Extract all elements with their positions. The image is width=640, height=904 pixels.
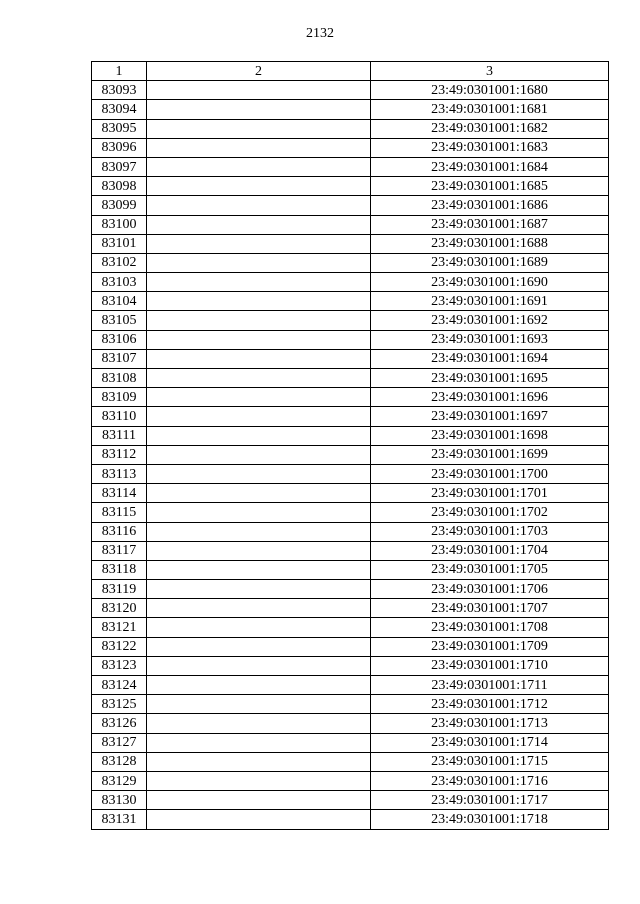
cadastral-number-cell: 23:49:0301001:1699: [371, 445, 609, 464]
row-number-cell: 83125: [92, 695, 147, 714]
row-number-cell: 83105: [92, 311, 147, 330]
row-number-cell: 83129: [92, 771, 147, 790]
description-cell: [147, 330, 371, 349]
table-row: [92, 676, 609, 695]
cadastral-number-cell: 23:49:0301001:1709: [371, 637, 609, 656]
table-header: [92, 62, 609, 81]
row-number-cell: 83131: [92, 810, 147, 829]
row-number-cell: 83113: [92, 464, 147, 483]
cadastral-number-cell: 23:49:0301001:1693: [371, 330, 609, 349]
table-row: [92, 560, 609, 579]
table-row: [92, 503, 609, 522]
row-number-cell: 83096: [92, 138, 147, 157]
row-number-cell: 83124: [92, 676, 147, 695]
cadastral-number-cell: 23:49:0301001:1706: [371, 580, 609, 599]
table-row: [92, 771, 609, 790]
cadastral-number-cell: 23:49:0301001:1694: [371, 349, 609, 368]
table-row: [92, 791, 609, 810]
description-cell: [147, 522, 371, 541]
row-number-cell: 83116: [92, 522, 147, 541]
description-cell: [147, 618, 371, 637]
description-cell: [147, 388, 371, 407]
column-header-1: 1: [92, 62, 147, 81]
cadastral-number-cell: 23:49:0301001:1712: [371, 695, 609, 714]
cadastral-number-cell: 23:49:0301001:1708: [371, 618, 609, 637]
description-cell: [147, 100, 371, 119]
row-number-cell: 83098: [92, 177, 147, 196]
description-cell: [147, 426, 371, 445]
table-row: [92, 196, 609, 215]
column-header-2: 2: [147, 62, 371, 81]
row-number-cell: 83118: [92, 560, 147, 579]
description-cell: [147, 119, 371, 138]
cadastral-number-cell: 23:49:0301001:1687: [371, 215, 609, 234]
row-number-cell: 83095: [92, 119, 147, 138]
cadastral-number-cell: 23:49:0301001:1691: [371, 292, 609, 311]
description-cell: [147, 637, 371, 656]
table-row: [92, 177, 609, 196]
table-row: [92, 311, 609, 330]
table-row: [92, 695, 609, 714]
table-row: [92, 330, 609, 349]
row-number-cell: 83103: [92, 273, 147, 292]
row-number-cell: 83097: [92, 157, 147, 176]
cadastral-number-cell: 23:49:0301001:1713: [371, 714, 609, 733]
table-row: [92, 522, 609, 541]
cadastral-number-cell: 23:49:0301001:1684: [371, 157, 609, 176]
row-number-cell: 83121: [92, 618, 147, 637]
description-cell: [147, 733, 371, 752]
row-number-cell: 83119: [92, 580, 147, 599]
table-row: [92, 119, 609, 138]
description-cell: [147, 464, 371, 483]
description-cell: [147, 157, 371, 176]
cadastral-number-cell: 23:49:0301001:1714: [371, 733, 609, 752]
table-row: [92, 445, 609, 464]
description-cell: [147, 752, 371, 771]
table-row: [92, 464, 609, 483]
description-cell: [147, 599, 371, 618]
row-number-cell: 83114: [92, 484, 147, 503]
row-number-cell: 83102: [92, 253, 147, 272]
table-row: [92, 138, 609, 157]
row-number-cell: 83123: [92, 656, 147, 675]
cadastral-number-cell: 23:49:0301001:1717: [371, 791, 609, 810]
cadastral-number-cell: 23:49:0301001:1689: [371, 253, 609, 272]
cadastral-number-cell: 23:49:0301001:1701: [371, 484, 609, 503]
row-number-cell: 83107: [92, 349, 147, 368]
cadastral-number-cell: 23:49:0301001:1700: [371, 464, 609, 483]
table-row: [92, 541, 609, 560]
cadastral-number-cell: 23:49:0301001:1716: [371, 771, 609, 790]
table-row: [92, 426, 609, 445]
description-cell: [147, 695, 371, 714]
description-cell: [147, 81, 371, 100]
description-cell: [147, 215, 371, 234]
cadastral-number-cell: 23:49:0301001:1685: [371, 177, 609, 196]
cadastral-number-cell: 23:49:0301001:1695: [371, 369, 609, 388]
description-cell: [147, 311, 371, 330]
table-row: [92, 273, 609, 292]
table-row: [92, 215, 609, 234]
row-number-cell: 83101: [92, 234, 147, 253]
table-row: [92, 599, 609, 618]
table-row: [92, 292, 609, 311]
row-number-cell: 83106: [92, 330, 147, 349]
table-row: [92, 484, 609, 503]
description-cell: [147, 676, 371, 695]
row-number-cell: 83112: [92, 445, 147, 464]
row-number-cell: 83117: [92, 541, 147, 560]
row-number-cell: 83120: [92, 599, 147, 618]
description-cell: [147, 349, 371, 368]
cadastral-number-cell: 23:49:0301001:1718: [371, 810, 609, 829]
table-row: [92, 580, 609, 599]
description-cell: [147, 369, 371, 388]
table-row: [92, 157, 609, 176]
cadastral-number-cell: 23:49:0301001:1697: [371, 407, 609, 426]
row-number-cell: 83094: [92, 100, 147, 119]
cadastral-number-cell: 23:49:0301001:1711: [371, 676, 609, 695]
table-row: [92, 714, 609, 733]
table-row: [92, 388, 609, 407]
cadastral-number-cell: 23:49:0301001:1698: [371, 426, 609, 445]
table-row: [92, 369, 609, 388]
description-cell: [147, 177, 371, 196]
cadastral-number-cell: 23:49:0301001:1688: [371, 234, 609, 253]
description-cell: [147, 273, 371, 292]
cadastral-number-cell: 23:49:0301001:1680: [371, 81, 609, 100]
description-cell: [147, 503, 371, 522]
row-number-cell: 83099: [92, 196, 147, 215]
registry-table: [91, 61, 609, 830]
description-cell: [147, 560, 371, 579]
description-cell: [147, 407, 371, 426]
description-cell: [147, 541, 371, 560]
table-row: [92, 234, 609, 253]
description-cell: [147, 234, 371, 253]
cadastral-number-cell: 23:49:0301001:1703: [371, 522, 609, 541]
row-number-cell: 83126: [92, 714, 147, 733]
cadastral-number-cell: 23:49:0301001:1705: [371, 560, 609, 579]
row-number-cell: 83109: [92, 388, 147, 407]
description-cell: [147, 196, 371, 215]
table-row: [92, 656, 609, 675]
description-cell: [147, 292, 371, 311]
cadastral-number-cell: 23:49:0301001:1683: [371, 138, 609, 157]
cadastral-number-cell: 23:49:0301001:1681: [371, 100, 609, 119]
row-number-cell: 83122: [92, 637, 147, 656]
cadastral-number-cell: 23:49:0301001:1686: [371, 196, 609, 215]
cadastral-number-cell: 23:49:0301001:1715: [371, 752, 609, 771]
row-number-cell: 83093: [92, 81, 147, 100]
description-cell: [147, 714, 371, 733]
description-cell: [147, 580, 371, 599]
column-header-3: 3: [371, 62, 609, 81]
table-row: [92, 407, 609, 426]
table-row: [92, 733, 609, 752]
cadastral-number-cell: 23:49:0301001:1704: [371, 541, 609, 560]
cadastral-number-cell: 23:49:0301001:1710: [371, 656, 609, 675]
table-row: [92, 752, 609, 771]
table-row: [92, 618, 609, 637]
row-number-cell: 83108: [92, 369, 147, 388]
description-cell: [147, 656, 371, 675]
description-cell: [147, 484, 371, 503]
table-body: [92, 81, 609, 829]
row-number-cell: 83115: [92, 503, 147, 522]
description-cell: [147, 791, 371, 810]
row-number-cell: 83111: [92, 426, 147, 445]
row-number-cell: 83130: [92, 791, 147, 810]
row-number-cell: 83127: [92, 733, 147, 752]
cadastral-number-cell: 23:49:0301001:1690: [371, 273, 609, 292]
table-row: [92, 349, 609, 368]
table-row: [92, 810, 609, 829]
row-number-cell: 83110: [92, 407, 147, 426]
description-cell: [147, 253, 371, 272]
description-cell: [147, 771, 371, 790]
row-number-cell: 83128: [92, 752, 147, 771]
cadastral-number-cell: 23:49:0301001:1696: [371, 388, 609, 407]
cadastral-number-cell: 23:49:0301001:1707: [371, 599, 609, 618]
cadastral-number-cell: 23:49:0301001:1692: [371, 311, 609, 330]
row-number-cell: 83104: [92, 292, 147, 311]
header-row: [92, 62, 609, 81]
table-row: [92, 100, 609, 119]
table-row: [92, 253, 609, 272]
description-cell: [147, 138, 371, 157]
table-row: [92, 637, 609, 656]
cadastral-number-cell: 23:49:0301001:1702: [371, 503, 609, 522]
row-number-cell: 83100: [92, 215, 147, 234]
page-number: 2132: [306, 26, 334, 41]
table-row: [92, 81, 609, 100]
cadastral-number-cell: 23:49:0301001:1682: [371, 119, 609, 138]
description-cell: [147, 810, 371, 829]
description-cell: [147, 445, 371, 464]
